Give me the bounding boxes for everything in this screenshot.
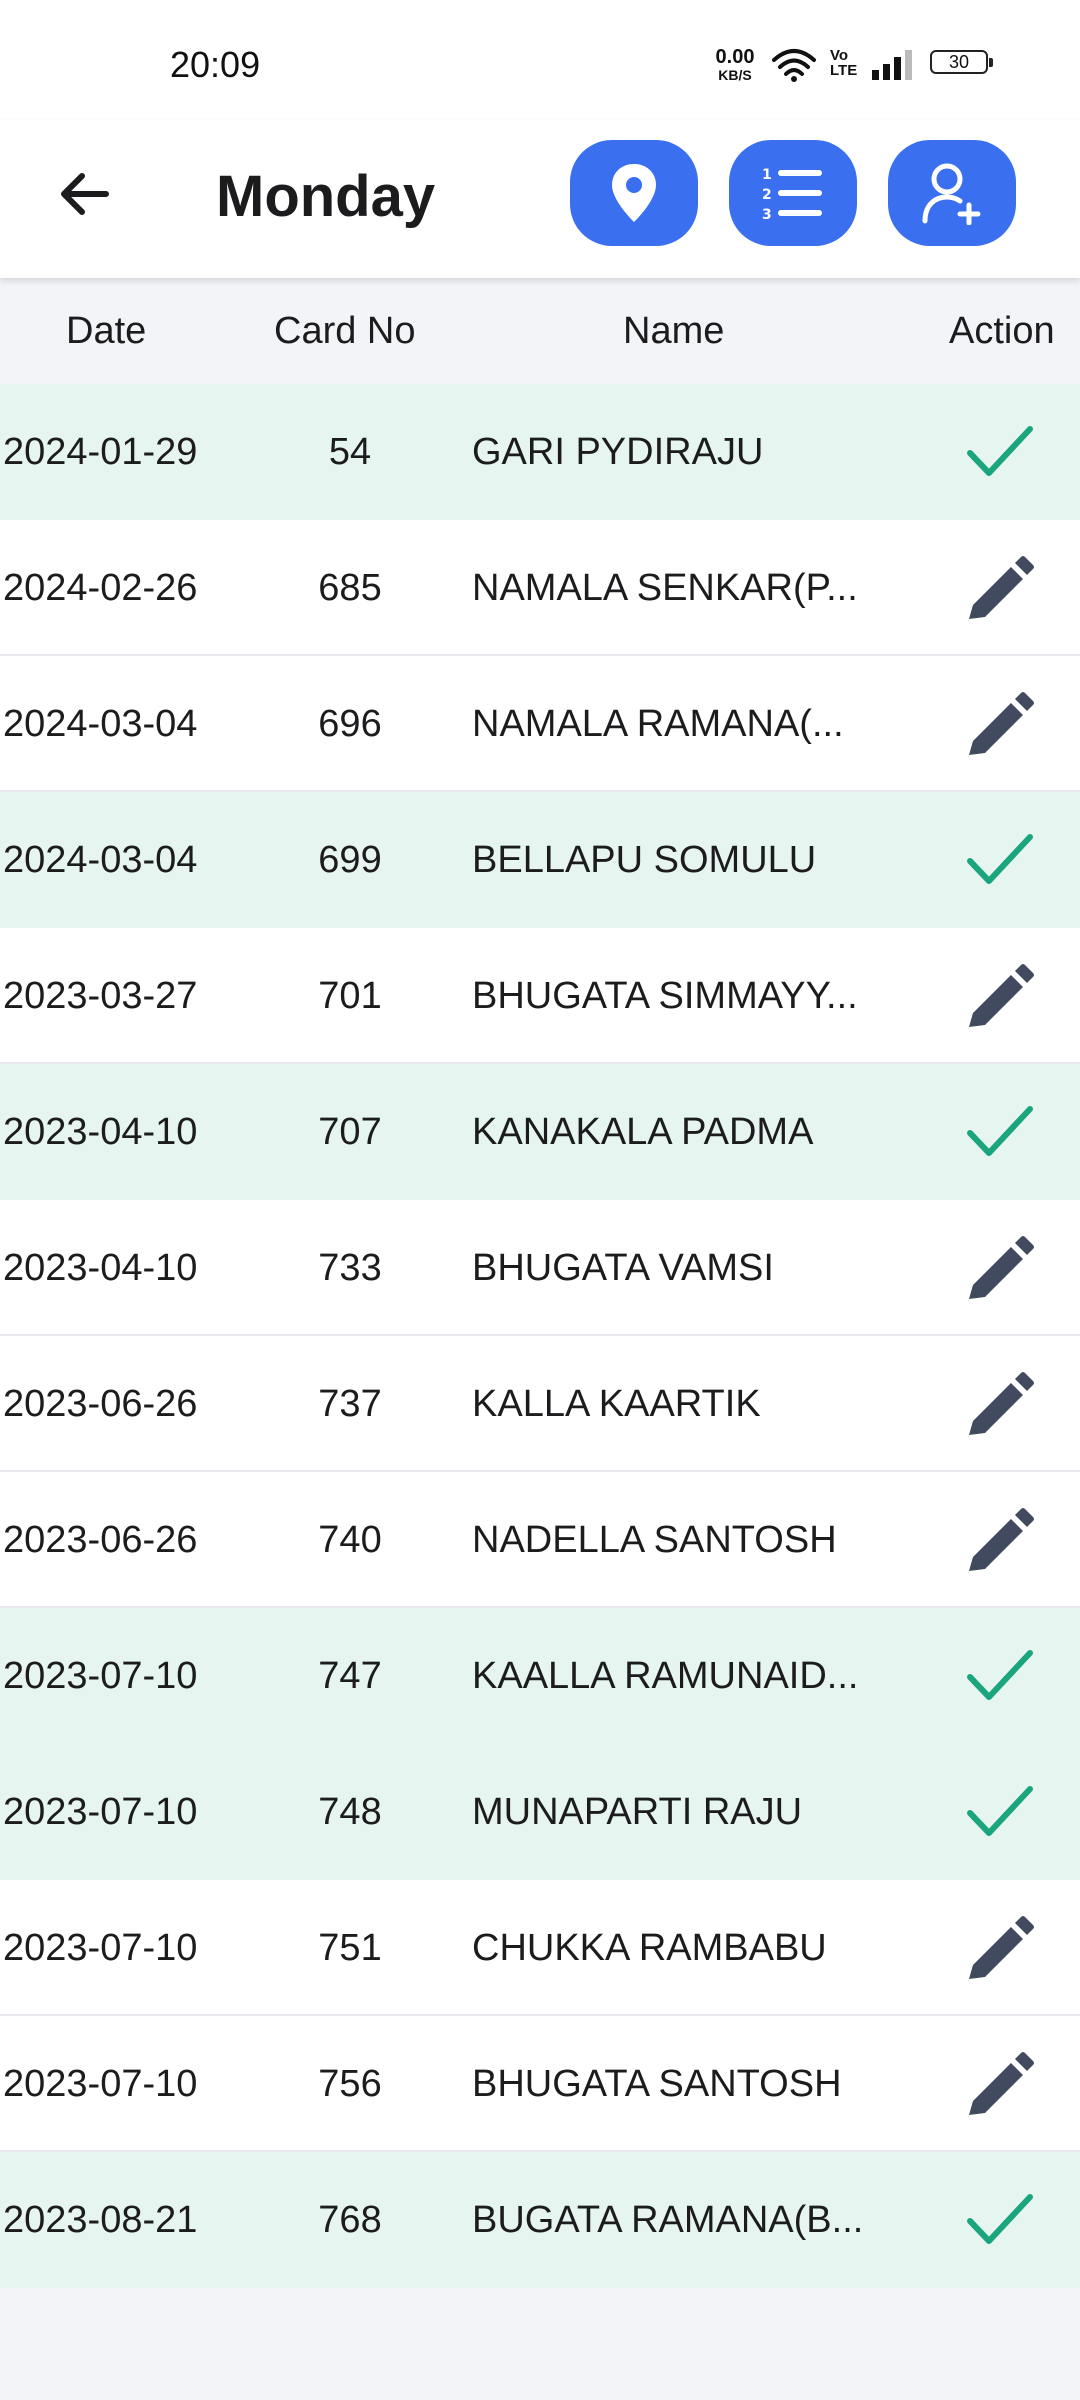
row-edit-button[interactable] (962, 1372, 1038, 1436)
table-row[interactable] (0, 656, 1080, 792)
row-card-no: 768 (318, 2199, 382, 2241)
column-header-action: Action (949, 310, 1055, 352)
row-done-indicator[interactable] (962, 420, 1038, 484)
row-card-no: 737 (318, 1383, 382, 1425)
row-name: MUNAPARTI RAJU (472, 1791, 803, 1833)
checkmark-icon (965, 827, 1035, 893)
row-name: NAMALA RAMANA(... (472, 703, 844, 745)
checkmark-icon (965, 1779, 1035, 1845)
table-row[interactable] (0, 520, 1080, 656)
row-card-no: 751 (318, 1927, 382, 1969)
row-date: 2024-02-26 (3, 567, 198, 609)
row-date: 2024-03-04 (3, 839, 198, 881)
row-date: 2023-07-10 (3, 1927, 198, 1969)
net-speed-unit: KB/S (718, 67, 752, 83)
row-card-no: 748 (318, 1791, 382, 1833)
location-button[interactable] (570, 140, 698, 246)
row-card-no: 740 (318, 1519, 382, 1561)
add-user-button[interactable] (888, 140, 1016, 246)
row-date: 2023-07-10 (3, 1655, 198, 1697)
row-date: 2023-06-26 (3, 1383, 198, 1425)
table-row[interactable] (0, 384, 1080, 520)
back-button[interactable] (48, 158, 120, 230)
row-card-no: 756 (318, 2063, 382, 2105)
row-card-no: 707 (318, 1111, 382, 1153)
status-time: 20:09 (170, 44, 261, 85)
pencil-icon (965, 1915, 1035, 1981)
row-edit-button[interactable] (962, 1916, 1038, 1980)
row-name: NADELLA SANTOSH (472, 1519, 837, 1561)
row-done-indicator[interactable] (962, 828, 1038, 892)
row-edit-button[interactable] (962, 2052, 1038, 2116)
row-name: BHUGATA VAMSI (472, 1247, 774, 1289)
row-card-no: 54 (328, 431, 372, 473)
row-name: GARI PYDIRAJU (472, 431, 764, 473)
table-row[interactable] (0, 1880, 1080, 2016)
column-header-name: Name (623, 310, 725, 352)
row-edit-button[interactable] (962, 1508, 1038, 1572)
table-row[interactable] (0, 928, 1080, 1064)
row-done-indicator[interactable] (962, 1100, 1038, 1164)
row-date: 2023-08-21 (3, 2199, 198, 2241)
row-edit-button[interactable] (962, 556, 1038, 620)
pencil-icon (965, 1507, 1035, 1573)
add-user-icon (921, 161, 983, 225)
row-name: BHUGATA SIMMAYY... (472, 975, 858, 1017)
row-name: BUGATA RAMANA(B... (472, 2199, 864, 2241)
row-name: BELLAPU SOMULU (472, 839, 817, 881)
table-row[interactable] (0, 1200, 1080, 1336)
row-card-no: 733 (318, 1247, 382, 1289)
table-header (0, 278, 1080, 384)
pencil-icon (965, 963, 1035, 1029)
row-edit-button[interactable] (962, 692, 1038, 756)
row-card-no: 701 (318, 975, 382, 1017)
row-edit-button[interactable] (962, 1236, 1038, 1300)
row-done-indicator[interactable] (962, 1780, 1038, 1844)
location-pin-icon (609, 162, 659, 224)
volte-indicator: Vo LTE (830, 47, 858, 79)
pencil-icon (965, 2051, 1035, 2117)
row-name: CHUKKA RAMBABU (472, 1927, 827, 1969)
row-date: 2023-04-10 (3, 1111, 198, 1153)
row-name: KAALLA RAMUNAID... (472, 1655, 859, 1697)
table-row[interactable] (0, 2016, 1080, 2152)
row-date: 2023-07-10 (3, 2063, 198, 2105)
row-name: KANAKALA PADMA (472, 1111, 814, 1153)
svg-text:1: 1 (762, 167, 772, 183)
row-name: KALLA KAARTIK (472, 1383, 761, 1425)
battery-icon: 30 (930, 50, 988, 74)
numbered-list-button[interactable] (729, 140, 857, 246)
row-done-indicator[interactable] (962, 1644, 1038, 1708)
table-row[interactable] (0, 792, 1080, 928)
row-edit-button[interactable] (962, 964, 1038, 1028)
pencil-icon (965, 1371, 1035, 1437)
app-bar (0, 120, 1080, 278)
row-card-no: 699 (318, 839, 382, 881)
net-speed-value: 0.00 (715, 46, 755, 68)
table-row[interactable] (0, 1744, 1080, 1880)
checkmark-icon (965, 2187, 1035, 2253)
row-date: 2024-01-29 (3, 431, 198, 473)
row-name: NAMALA SENKAR(P... (472, 567, 858, 609)
checkmark-icon (965, 1643, 1035, 1709)
row-date: 2023-04-10 (3, 1247, 198, 1289)
status-bar (0, 0, 1080, 120)
column-header-card-no: Card No (274, 310, 416, 352)
page-title: Monday (216, 164, 436, 229)
arrow-left-icon (58, 170, 110, 218)
wifi-icon (770, 48, 818, 82)
row-date: 2023-06-26 (3, 1519, 198, 1561)
table-row[interactable] (0, 1064, 1080, 1200)
checkmark-icon (965, 419, 1035, 485)
signal-icon (872, 50, 916, 80)
table-body (0, 384, 1080, 2288)
table-row[interactable] (0, 1472, 1080, 1608)
row-date: 2023-07-10 (3, 1791, 198, 1833)
net-speed (708, 48, 762, 84)
row-name: BHUGATA SANTOSH (472, 2063, 842, 2105)
table-row[interactable] (0, 2152, 1080, 2288)
checkmark-icon (965, 1099, 1035, 1165)
pencil-icon (965, 691, 1035, 757)
column-header-date: Date (66, 310, 147, 352)
table-row[interactable] (0, 1336, 1080, 1472)
row-date: 2024-03-04 (3, 703, 198, 745)
row-card-no: 696 (318, 703, 382, 745)
numbered-list-icon (762, 165, 824, 221)
pencil-icon (965, 555, 1035, 621)
row-card-no: 747 (318, 1655, 382, 1697)
svg-text:3: 3 (762, 207, 772, 221)
svg-text:2: 2 (762, 187, 772, 203)
row-done-indicator[interactable] (962, 2188, 1038, 2252)
row-card-no: 685 (318, 567, 382, 609)
pencil-icon (965, 1235, 1035, 1301)
row-date: 2023-03-27 (3, 975, 198, 1017)
table-row[interactable] (0, 1608, 1080, 1744)
